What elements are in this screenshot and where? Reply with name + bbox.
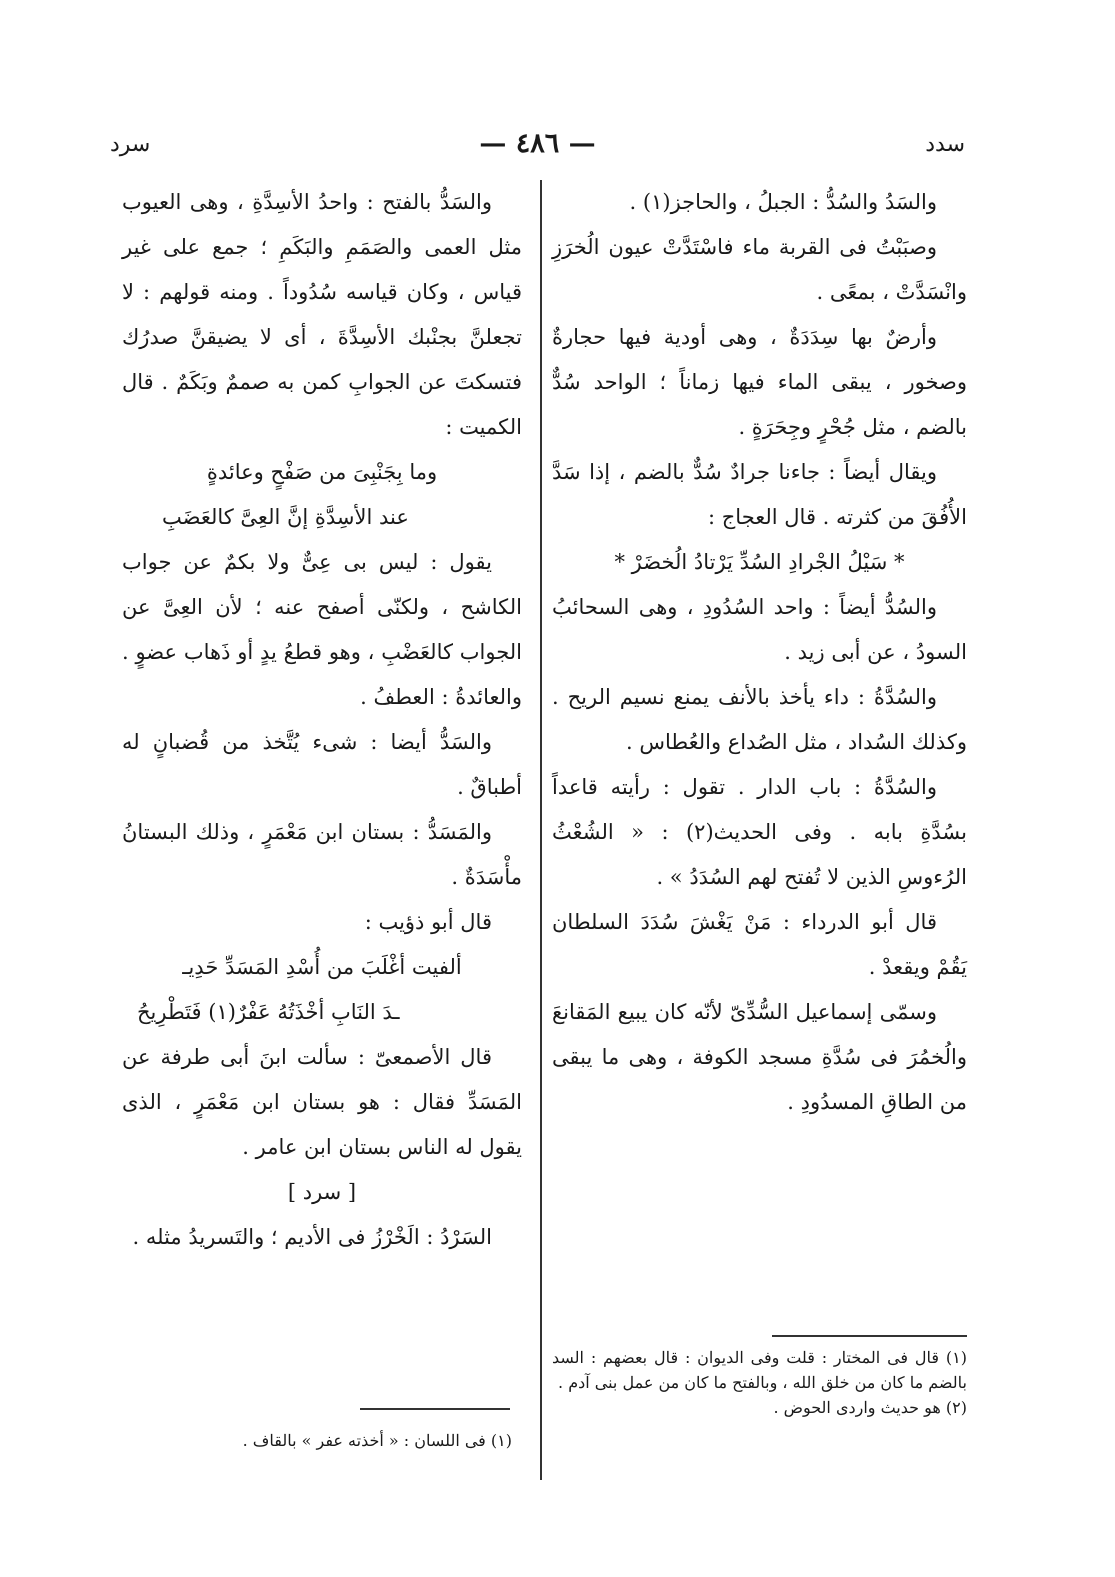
page-header <box>110 128 965 162</box>
entry-paragraph: قال أبو الدرداء : مَنْ يَغْشَ سُدَدَ السلطان يَقُمْ ويقعدْ . <box>552 910 967 979</box>
page-number: — ٤٨٦ — <box>479 128 596 159</box>
entry-paragraph: والمَسَدُّ : بستان ابن مَعْمَرٍ ، وذلك البستانُ مأْسَدَةٌ . <box>122 820 522 889</box>
entry-paragraph: قال الأصمعىّ : سألت ابنَ أبى طرفة عن المَسَدِّ فقال : هو بستان ابن مَعْمَرٍ ، الذى يقول له الناس بستان ابن عامر . <box>122 1045 522 1159</box>
entry-paragraph: ويقال أيضاً : جاءنا جرادٌ سُدٌّ بالضم ، إذا سَدَّ الأُفُقَ من كثرته . قال العجاج : <box>552 460 967 529</box>
footnote-rule-right <box>772 1335 967 1337</box>
entry-paragraph: يقول : ليس بى عِىٌّ ولا بكمٌ عن جواب الكاشح ، ولكنّى أصفح عنه ؛ لأن العِىَّ عن الجواب كالعَضْبِ ، وهو قطعُ يدٍ أو ذَهاب عضوٍ . والعائدةُ : العطفُ . <box>122 550 522 709</box>
entry-paragraph: السَرْدُ : الَخْرْزُ فى الأديم ؛ والتَسريدُ مثله . <box>132 1225 492 1249</box>
footnotes-left <box>112 1428 512 1453</box>
verse-hemistich: عند الأسِدَّةِ إنَّ العِىَّ كالعَضَبِ <box>162 505 409 529</box>
right-column <box>552 180 967 1125</box>
footnote-rule-left <box>360 1408 510 1410</box>
header-root-word-right: سدد <box>925 132 965 157</box>
footnote: (١) قال فى المختار : قلت وفى الديوان : قال بعضهم : السد بالضم ما كان من خلق الله ، وبالفتح ما كان من عمل بنى آدم . <box>552 1348 967 1392</box>
footnotes-right <box>552 1345 967 1420</box>
entry-paragraph: قال أبو ذؤيب : <box>364 910 492 934</box>
rajaz-verse: * سَيْلُ الجْرادِ السُدِّ يَرْتادُ الُخضَرْ * <box>614 550 905 574</box>
left-column <box>122 180 522 1260</box>
section-heading: [ سرد ] <box>287 1180 357 1204</box>
verse-hemistich: ألفيت أغْلَبَ من أُسْدِ المَسَدِّ حَدِيـ <box>182 955 462 979</box>
entry-paragraph: والسُدَّةُ : داء يأخذ بالأنف يمنع نسيم الريح . وكذلك السُداد ، مثل الصُداع والعُطاس . <box>552 685 967 754</box>
entry-paragraph: والسَدُ والسُدُّ : الجبلُ ، والحاجز(١) . <box>629 190 937 214</box>
entry-paragraph: والسَدُّ أيضا : شىء يُتَّخذ من قُضبانٍ له أطباقٌ . <box>122 730 522 799</box>
column-divider <box>540 180 542 1480</box>
entry-paragraph: والسَدُّ بالفتح : واحدُ الأسِدَّةِ ، وهى العيوب مثل العمى والصَمَمِ والبَكَمِ ؛ جمع على غير قياس ، وكان قياسه سُدُوداً . ومنه قولهم : لا تجعلنَّ بجنْبك الأسِدَّةَ ، أى لا يضيقنَّ صدرُك فتسكتَ عن الجوابِ كمن به صممٌ وبَكَمٌ . قال الكميت : <box>122 190 522 439</box>
entry-paragraph: وسمّى إسماعيل السُّدِّىّ لأنّه كان يبيع المَقانعَ والُخمُرَ فى سُدَّةِ مسجد الكوفة ، وهى ما يبقى من الطاقِ المسدُودِ . <box>552 1000 967 1114</box>
entry-paragraph: وصبَبْتُ فى القربة ماء فاسْتَدَّتْ عيون الُخرَزِ وانْسَدَّتْ ، بمعًى . <box>552 235 967 304</box>
footnote: (١) فى اللسان : « أخذته عفر » بالقاف . <box>242 1431 512 1450</box>
entry-paragraph: والسُدُّ أيضاً : واحد السُدُودِ ، وهى السحائبُ السودُ ، عن أبى زيد . <box>552 595 967 664</box>
header-root-word-left: سرد <box>110 132 151 157</box>
footnote: (٢) هو حديث واردى الحوض . <box>773 1398 967 1417</box>
verse-hemistich: وما بِجَنْبِىَ من صَفْحٍ وعائدةٍ <box>206 460 438 484</box>
entry-paragraph: والسُدَّةُ : باب الدار . تقول : رأيته قاعداً بسُدَّةِ بابه . وفى الحديث(٢) : « الشُعْثُ الرُءوسِ الذين لا تُفتح لهم السُدَدُ » . <box>552 775 967 889</box>
entry-paragraph: وأرضٌ بها سِدَدَةٌ ، وهى أودية فيها حجارةٌ وصخور ، يبقى الماء فيها زماناً ؛ الواحد سُدٌّ بالضم ، مثل جُحْرٍ وجِحَرَةٍ . <box>552 325 967 439</box>
verse-hemistich: ـدَ النَابِ أخْذَتُهُ عَفْرٌ(١) فَتَطْرِيحُ <box>137 1000 400 1024</box>
